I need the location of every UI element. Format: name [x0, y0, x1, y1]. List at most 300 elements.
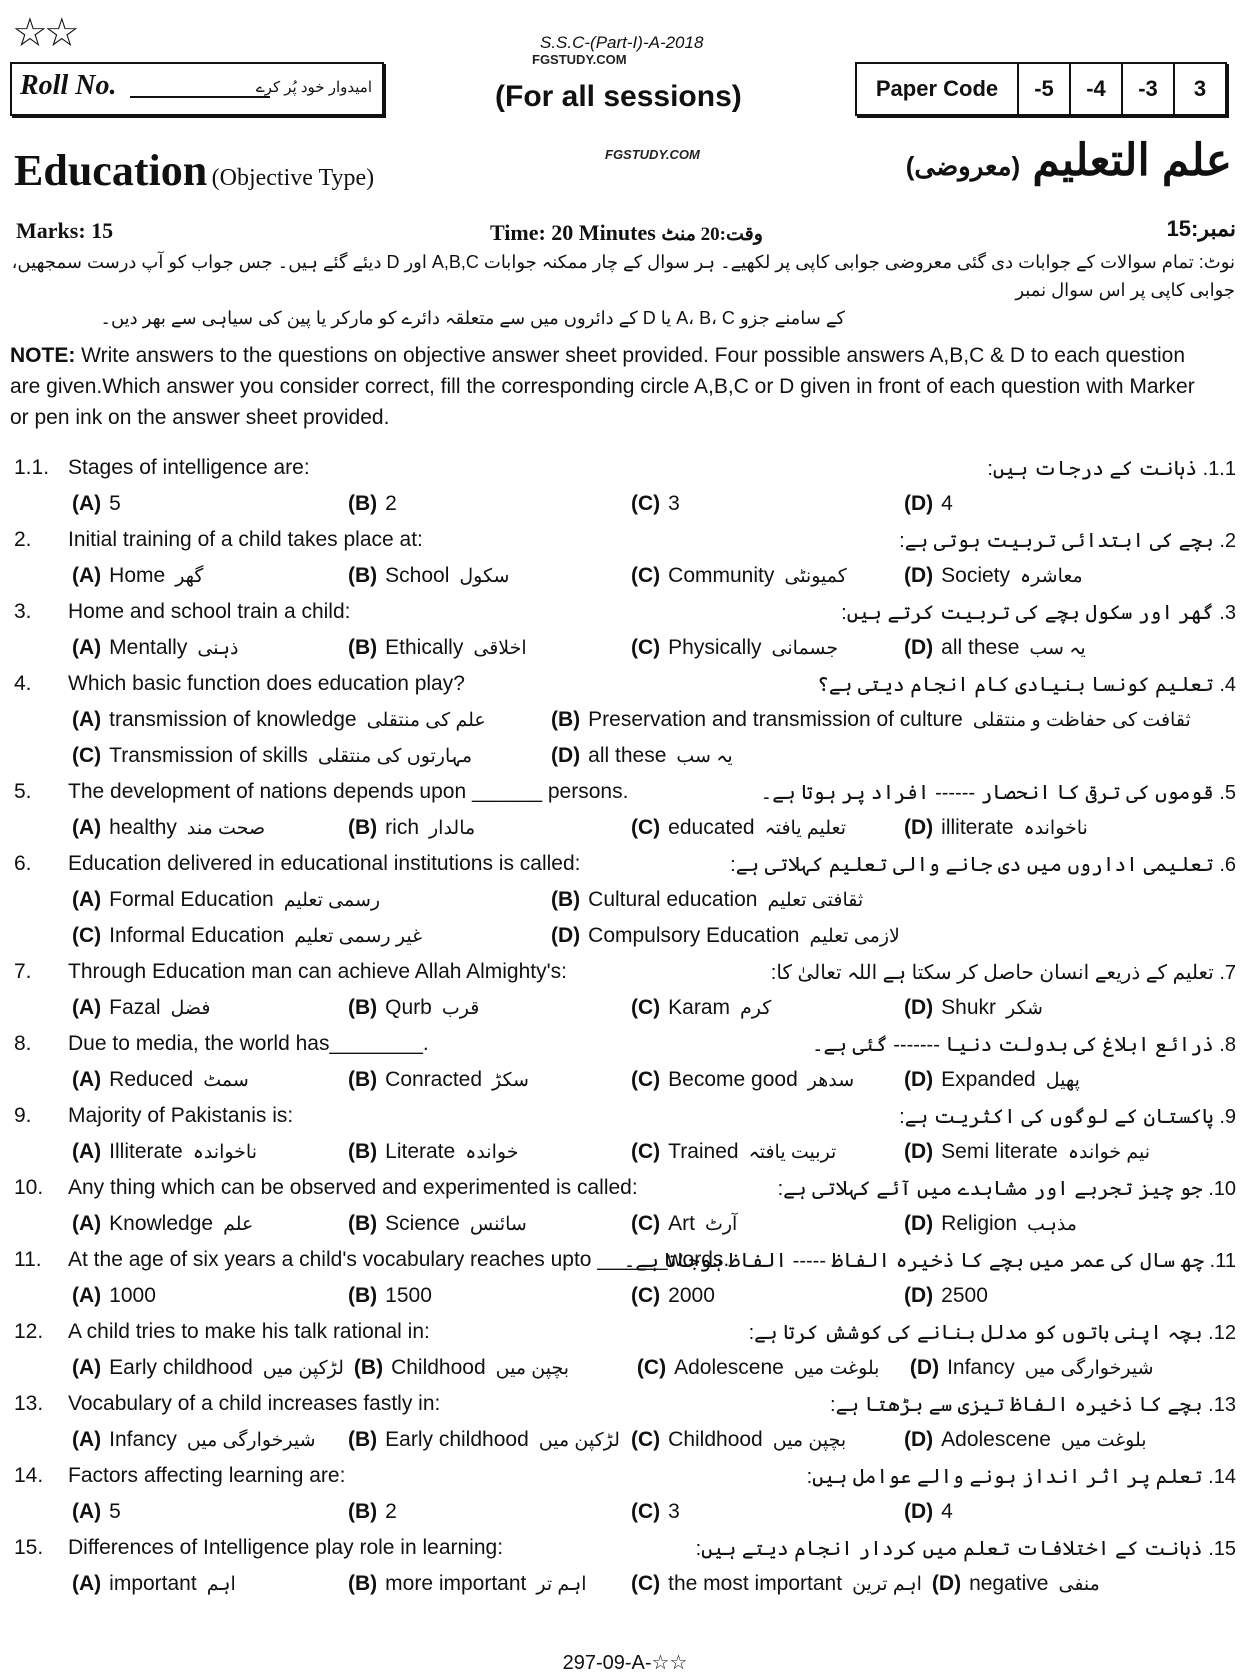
answer-option	[72, 1068, 338, 1092]
option-text: Adolescene	[941, 1428, 1051, 1451]
question-number: 4.	[14, 672, 32, 695]
option-urdu: علم	[223, 1214, 254, 1235]
urdu-instructions-1: نوٹ: تمام سوالات کے جوابات دی گئی معروضی جوابی کاپی پر لکھیے۔ ہر سوال کے چار ممکنہ جوابات A,B,C اور D دیئے گئے ہیں۔ جس جواب کو آپ درست سمجھیں، جوابی کاپی پر اس سوال نمبر	[11, 252, 1235, 300]
option-text: Physically	[668, 636, 762, 659]
note-label: NOTE:	[10, 344, 76, 367]
question-urdu: 1.1. ذہانت کے درجات ہیں:	[987, 458, 1236, 480]
answer-option	[631, 996, 894, 1020]
time-label	[490, 220, 763, 246]
answer-option	[72, 1284, 338, 1308]
options-row	[0, 704, 1250, 740]
question-urdu: 7. تعلیم کے ذریعے انسان حاصل کر سکتا ہے اللہ تعالیٰ کا:	[770, 962, 1236, 984]
option-letter: (A)	[72, 816, 102, 839]
question-item	[0, 452, 1250, 524]
option-urdu: شیرخوارگی میں	[1024, 1358, 1154, 1379]
answer-option	[551, 888, 863, 912]
question-item	[0, 596, 1250, 668]
question-line	[0, 776, 1250, 812]
option-text: School	[385, 564, 450, 587]
question-text: A child tries to make his talk rational in:	[68, 1320, 430, 1343]
option-letter: (B)	[348, 1140, 378, 1163]
answer-option	[631, 1284, 894, 1308]
option-urdu: غیر رسمی تعلیم	[294, 926, 423, 947]
answer-option	[631, 1428, 894, 1452]
option-letter: (B)	[348, 1068, 378, 1091]
option-text: Cultural education	[588, 888, 758, 911]
answer-option	[904, 996, 1043, 1020]
option-urdu: قرب	[441, 998, 480, 1019]
option-letter: (C)	[631, 636, 661, 659]
option-urdu: سائنس	[469, 1214, 527, 1235]
option-urdu: بلوغت میں	[1060, 1430, 1147, 1451]
answer-option	[348, 492, 621, 516]
option-letter: (B)	[348, 1428, 378, 1451]
answer-option	[551, 708, 1191, 732]
option-letter: (A)	[72, 1572, 102, 1595]
question-text: Differences of Intelligence play role in learning:	[68, 1536, 504, 1559]
question-urdu: 10. جو چیز تجربے اور مشاہدے میں آئے کہلاتی ہے:	[777, 1178, 1236, 1200]
option-letter: (C)	[631, 492, 661, 515]
option-letter: (D)	[904, 816, 934, 839]
subject-type: (Objective Type)	[211, 165, 375, 191]
question-text: Due to media, the world has________.	[68, 1032, 429, 1055]
option-letter: (A)	[72, 1356, 102, 1379]
question-number: 10.	[14, 1176, 44, 1199]
question-item	[0, 1028, 1250, 1100]
subject-name: Education	[14, 146, 208, 195]
stars-mark: ☆☆	[12, 11, 76, 55]
option-text: Science	[385, 1212, 460, 1235]
question-number: 15.	[14, 1536, 44, 1559]
option-letter: (C)	[631, 564, 661, 587]
answer-option	[72, 708, 541, 732]
option-text: 2	[385, 492, 397, 515]
option-text: all these	[941, 636, 1020, 659]
answer-option	[72, 1140, 338, 1164]
question-number: 12.	[14, 1320, 44, 1343]
question-text: Majority of Pakistanis is:	[68, 1104, 294, 1127]
answer-option	[348, 1068, 621, 1092]
question-text: Stages of intelligence are:	[68, 456, 310, 479]
option-text: 4	[941, 492, 953, 515]
question-number: 2.	[14, 528, 32, 551]
paper-code-label: Paper Code	[875, 76, 999, 101]
option-letter: (C)	[631, 1068, 661, 1091]
options-row	[0, 1424, 1250, 1460]
option-urdu: بچپن میں	[495, 1358, 570, 1379]
question-urdu: 5. قوموں کی ترقی کا انحصار ------ افراد پر ہوتا ہے۔	[760, 782, 1236, 804]
question-urdu: 11. چھ سال کی عمر میں بچے کا ذخیرہ الفاظ ----- الفاظ ہوجاتا ہے۔	[623, 1250, 1236, 1272]
option-urdu: علم کی منتقلی	[366, 710, 486, 731]
option-text: Transmission of skills	[109, 744, 308, 767]
option-urdu: اہم تر	[536, 1574, 587, 1595]
option-text: Society	[941, 564, 1011, 587]
option-letter: (B)	[348, 1572, 378, 1595]
option-text: Adolescene	[674, 1356, 784, 1379]
answer-option	[904, 1500, 963, 1524]
answer-option	[354, 1356, 627, 1380]
option-text: Illiterate	[109, 1140, 183, 1163]
option-letter: (C)	[631, 816, 661, 839]
subject-urdu: علم التعلیم	[1032, 136, 1232, 185]
options-row	[0, 1352, 1250, 1388]
option-text: 2000	[668, 1284, 715, 1307]
option-urdu: رسمی تعلیم	[283, 890, 381, 911]
option-letter: (C)	[631, 1500, 661, 1523]
option-letter: (A)	[72, 492, 102, 515]
answer-option	[904, 1428, 1147, 1452]
question-urdu: 8. ذرائع ابلاغ کی بدولت دنیا ------- گئی ہے۔	[811, 1034, 1236, 1056]
option-urdu: بچپن میں	[772, 1430, 847, 1451]
option-urdu: تربیت یافتہ	[748, 1142, 837, 1163]
answer-option	[631, 1068, 894, 1092]
option-text: Trained	[668, 1140, 739, 1163]
option-text: 2500	[941, 1284, 988, 1307]
option-urdu: پھیل	[1045, 1070, 1080, 1091]
option-text: transmission of knowledge	[109, 708, 357, 731]
option-text: 5	[109, 492, 121, 515]
option-letter: (D)	[551, 924, 581, 947]
options-row	[0, 1064, 1250, 1100]
option-letter: (C)	[636, 1356, 667, 1379]
subject-urdu-title	[906, 135, 1232, 186]
option-text: important	[109, 1572, 197, 1595]
options-row	[0, 488, 1250, 524]
answer-option	[631, 816, 894, 840]
question-text: Which basic function does education play?	[68, 672, 465, 695]
question-item	[0, 1460, 1250, 1532]
option-urdu: آرٹ	[705, 1214, 738, 1235]
question-number: 9.	[14, 1104, 32, 1127]
option-letter: (D)	[909, 1356, 940, 1379]
answer-option	[631, 1212, 894, 1236]
question-number: 13.	[14, 1392, 44, 1415]
option-letter: (A)	[72, 888, 102, 911]
answer-option	[72, 1356, 344, 1380]
option-letter: (A)	[72, 1140, 102, 1163]
question-number: 14.	[14, 1464, 44, 1487]
exam-title: S.S.C-(Part-I)-A-2018	[540, 33, 704, 52]
option-urdu: ثقافت کی حفاظت و منتقلی	[972, 710, 1191, 731]
answer-option	[72, 564, 338, 588]
answer-option	[72, 1212, 338, 1236]
option-urdu: منفی	[1058, 1574, 1100, 1595]
option-letter: (A)	[72, 1428, 102, 1451]
question-item	[0, 524, 1250, 596]
question-line	[0, 1028, 1250, 1064]
option-text: Early childhood	[109, 1356, 253, 1379]
option-urdu: لڑکپن میں	[262, 1358, 344, 1379]
option-text: more important	[385, 1572, 527, 1595]
option-letter: (C)	[631, 1284, 661, 1307]
option-text: Become good	[668, 1068, 798, 1091]
roll-number-field[interactable]	[130, 96, 270, 98]
option-text: illiterate	[941, 816, 1014, 839]
question-item	[0, 1172, 1250, 1244]
options-row	[0, 1280, 1250, 1316]
time-english: Time: 20 Minutes	[490, 220, 656, 245]
roll-number-box	[10, 62, 384, 116]
answer-option	[910, 1356, 1154, 1380]
option-text: 1500	[385, 1284, 432, 1307]
option-letter: (D)	[904, 1428, 934, 1451]
answer-option	[348, 636, 621, 660]
option-urdu: معاشرہ	[1020, 566, 1083, 587]
footer-code: 297-09-A-☆☆	[562, 1652, 688, 1674]
paper-code-digit: -4	[1069, 64, 1121, 114]
option-text: Knowledge	[109, 1212, 214, 1235]
option-urdu: شکر	[1006, 998, 1043, 1019]
option-text: 3	[668, 1500, 680, 1523]
sessions-label: (For all sessions)	[495, 80, 742, 113]
option-letter: (D)	[904, 1068, 934, 1091]
option-urdu: گھر	[175, 566, 204, 587]
option-text: all these	[588, 744, 667, 767]
option-letter: (D)	[904, 1212, 934, 1235]
option-letter: (C)	[631, 1572, 661, 1595]
question-urdu: 9. پاکستان کے لوگوں کی اکثریت ہے:	[899, 1106, 1236, 1128]
options-row	[0, 632, 1250, 668]
option-urdu: سکڑ	[492, 1070, 529, 1091]
answer-option	[631, 1572, 922, 1596]
option-urdu: لازمی تعلیم	[809, 926, 900, 947]
option-text: Childhood	[391, 1356, 486, 1379]
option-letter: (A)	[72, 1212, 102, 1235]
option-urdu: خواندہ	[465, 1142, 519, 1163]
options-row	[0, 1208, 1250, 1244]
question-line	[0, 1244, 1250, 1280]
options-row	[0, 560, 1250, 596]
option-urdu: صحت مند	[186, 818, 266, 839]
option-text: the most important	[668, 1572, 843, 1595]
question-item	[0, 848, 1250, 956]
answer-option	[904, 492, 963, 516]
question-line	[0, 1316, 1250, 1352]
paper-code-box	[855, 62, 1227, 116]
answer-option	[72, 744, 541, 768]
option-letter: (B)	[348, 1284, 378, 1307]
answer-option	[904, 636, 1086, 660]
option-letter: (B)	[348, 816, 378, 839]
option-letter: (C)	[72, 744, 102, 767]
question-item	[0, 1100, 1250, 1172]
subject-type-urdu: (معروضی)	[905, 151, 1021, 181]
option-letter: (B)	[348, 1500, 378, 1523]
option-urdu: جسمانی	[771, 638, 839, 659]
option-letter: (A)	[72, 708, 102, 731]
option-text: Qurb	[385, 996, 432, 1019]
question-number: 8.	[14, 1032, 32, 1055]
question-text: At the age of six years a child's vocabulary reaches upto ______words.	[68, 1248, 730, 1271]
option-text: 1000	[109, 1284, 156, 1307]
option-letter: (D)	[904, 564, 934, 587]
option-letter: (D)	[931, 1572, 962, 1595]
option-text: Community	[668, 564, 775, 587]
marks-label: Marks: 15	[16, 218, 114, 243]
options-row	[0, 812, 1250, 848]
options-row	[0, 1136, 1250, 1172]
question-text: Any thing which can be observed and experimented is called:	[68, 1176, 638, 1199]
question-line	[0, 1460, 1250, 1496]
answer-option	[348, 1572, 621, 1596]
answer-option	[72, 636, 338, 660]
answer-option	[348, 1428, 621, 1452]
option-urdu: ثقافتی تعلیم	[767, 890, 864, 911]
question-urdu: 6. تعلیمی اداروں میں دی جانے والی تعلیم کہلاتی ہے:	[730, 854, 1236, 876]
option-letter: (A)	[72, 564, 102, 587]
answer-option	[551, 924, 900, 948]
question-item	[0, 1244, 1250, 1316]
answer-option	[72, 1428, 338, 1452]
option-urdu: سکول	[459, 566, 510, 587]
option-text: healthy	[109, 816, 177, 839]
note-text: Write answers to the questions on objective answer sheet provided. Four possible answers A,B,C & D to each question are given.Which answer you consider correct, fill the corresponding circle A,B,C or D given in front of each question with Marker or pen ink on the answer sheet provided.	[10, 344, 1195, 429]
option-letter: (C)	[72, 924, 102, 947]
question-line	[0, 848, 1250, 884]
answer-option	[904, 1068, 1080, 1092]
option-text: negative	[969, 1572, 1049, 1595]
option-letter: (B)	[348, 636, 378, 659]
marks-urdu: نمبر:15	[1166, 216, 1236, 241]
answer-option	[904, 1140, 1150, 1164]
answer-option	[348, 564, 621, 588]
question-urdu: 12. بچہ اپنی باتوں کو مدلل بنانے کی کوشش کرتا ہے:	[748, 1322, 1236, 1344]
answer-option	[551, 744, 733, 768]
options-row	[0, 740, 1250, 776]
option-text: Formal Education	[109, 888, 274, 911]
answer-option	[631, 492, 894, 516]
option-letter: (C)	[631, 996, 661, 1019]
answer-option	[72, 816, 338, 840]
answer-option	[904, 564, 1083, 588]
roll-label: Roll No.	[20, 70, 117, 101]
answer-option	[348, 1140, 621, 1164]
answer-option	[904, 1212, 1077, 1236]
question-line	[0, 1172, 1250, 1208]
answer-option	[637, 1356, 900, 1380]
question-text: Initial training of a child takes place at:	[68, 528, 423, 551]
option-urdu: ذہنی	[197, 638, 239, 659]
option-letter: (D)	[551, 744, 581, 767]
answer-option	[631, 636, 894, 660]
option-text: Karam	[668, 996, 731, 1019]
question-urdu: 3. گھر اور سکول بچے کی تربیت کرتے ہیں:	[841, 602, 1236, 624]
paper-code-digit: -3	[1121, 64, 1173, 114]
option-letter: (D)	[904, 996, 934, 1019]
question-item	[0, 956, 1250, 1028]
option-letter: (D)	[904, 636, 934, 659]
option-text: 3	[668, 492, 680, 515]
option-text: Shukr	[941, 996, 997, 1019]
option-letter: (B)	[348, 564, 378, 587]
urdu-instructions-2: کے سامنے جزو A، B، C یا D کے دائروں میں سے متعلقہ دائرے کو مارکر یا پین کی سیاہی سے بھر دیں۔	[100, 308, 845, 328]
options-row	[0, 1496, 1250, 1532]
answer-option	[72, 1500, 338, 1524]
option-letter: (D)	[904, 492, 934, 515]
option-urdu: اہم	[206, 1574, 236, 1595]
option-text: Home	[109, 564, 166, 587]
question-line	[0, 524, 1250, 560]
answer-option	[631, 1500, 894, 1524]
question-text: Through Education man can achieve Allah Almighty's:	[68, 960, 567, 983]
question-number: 1.1.	[14, 456, 50, 479]
option-text: Semi literate	[941, 1140, 1058, 1163]
question-item	[0, 1532, 1250, 1604]
option-urdu: سدھر	[807, 1070, 855, 1091]
options-row	[0, 1568, 1250, 1604]
option-letter: (B)	[551, 708, 581, 731]
question-urdu: 4. تعلیم کونسا بنیادی کام انجام دیتی ہے؟	[817, 674, 1236, 696]
option-text: 4	[941, 1500, 953, 1523]
option-letter: (D)	[904, 1284, 934, 1307]
option-letter: (B)	[353, 1356, 384, 1379]
question-item	[0, 1388, 1250, 1460]
option-letter: (B)	[348, 1212, 378, 1235]
answer-option	[348, 996, 621, 1020]
watermark: FGSTUDY.COM	[532, 52, 627, 67]
answer-option	[932, 1572, 1100, 1596]
option-urdu: یہ سب	[1029, 638, 1086, 659]
options-row	[0, 920, 1250, 956]
question-urdu: 2. بچے کی ابتدائی تربیت ہوتی ہے:	[899, 530, 1236, 552]
option-urdu: کمیونٹی	[784, 566, 847, 587]
option-letter: (B)	[348, 492, 378, 515]
paper-code-digit: -5	[1017, 64, 1069, 114]
option-text: rich	[385, 816, 419, 839]
answer-option	[631, 564, 894, 588]
paper-code-digit: 3	[1173, 64, 1225, 114]
question-line	[0, 1532, 1250, 1568]
option-urdu: اہم ترین	[852, 1574, 922, 1595]
option-text: Mentally	[109, 636, 188, 659]
option-urdu: بلوغت میں	[793, 1358, 880, 1379]
question-line	[0, 596, 1250, 632]
answer-option	[348, 1500, 621, 1524]
option-letter: (C)	[631, 1140, 661, 1163]
option-urdu: لڑکپن میں	[538, 1430, 620, 1451]
question-line	[0, 1100, 1250, 1136]
option-letter: (C)	[631, 1428, 661, 1451]
option-urdu: کرم	[740, 998, 772, 1019]
option-text: Conracted	[385, 1068, 483, 1091]
roll-urdu-label: امیدوار خود پُر کرے	[255, 79, 372, 96]
option-letter: (A)	[72, 1284, 102, 1307]
question-line	[0, 956, 1250, 992]
option-text: Ethically	[385, 636, 464, 659]
question-item	[0, 668, 1250, 776]
note-instructions	[10, 340, 1210, 433]
option-letter: (A)	[72, 1500, 102, 1523]
question-text: The development of nations depends upon ______ persons.	[68, 780, 629, 803]
option-text: Childhood	[668, 1428, 763, 1451]
question-text: Education delivered in educational institutions is called:	[68, 852, 581, 875]
answer-option	[72, 888, 541, 912]
option-text: Early childhood	[385, 1428, 529, 1451]
question-number: 11.	[14, 1248, 42, 1271]
option-urdu: سمٹ	[203, 1070, 249, 1091]
option-text: 2	[385, 1500, 397, 1523]
option-letter: (B)	[348, 996, 378, 1019]
option-letter: (B)	[551, 888, 581, 911]
instructions-block	[10, 248, 1235, 433]
question-number: 3.	[14, 600, 32, 623]
question-text: Vocabulary of a child increases fastly in:	[68, 1392, 441, 1415]
question-item	[0, 776, 1250, 848]
option-urdu: مالدار	[429, 818, 476, 839]
option-letter: (A)	[72, 1068, 102, 1091]
option-urdu: یہ سب	[676, 746, 733, 767]
option-letter: (A)	[72, 996, 102, 1019]
